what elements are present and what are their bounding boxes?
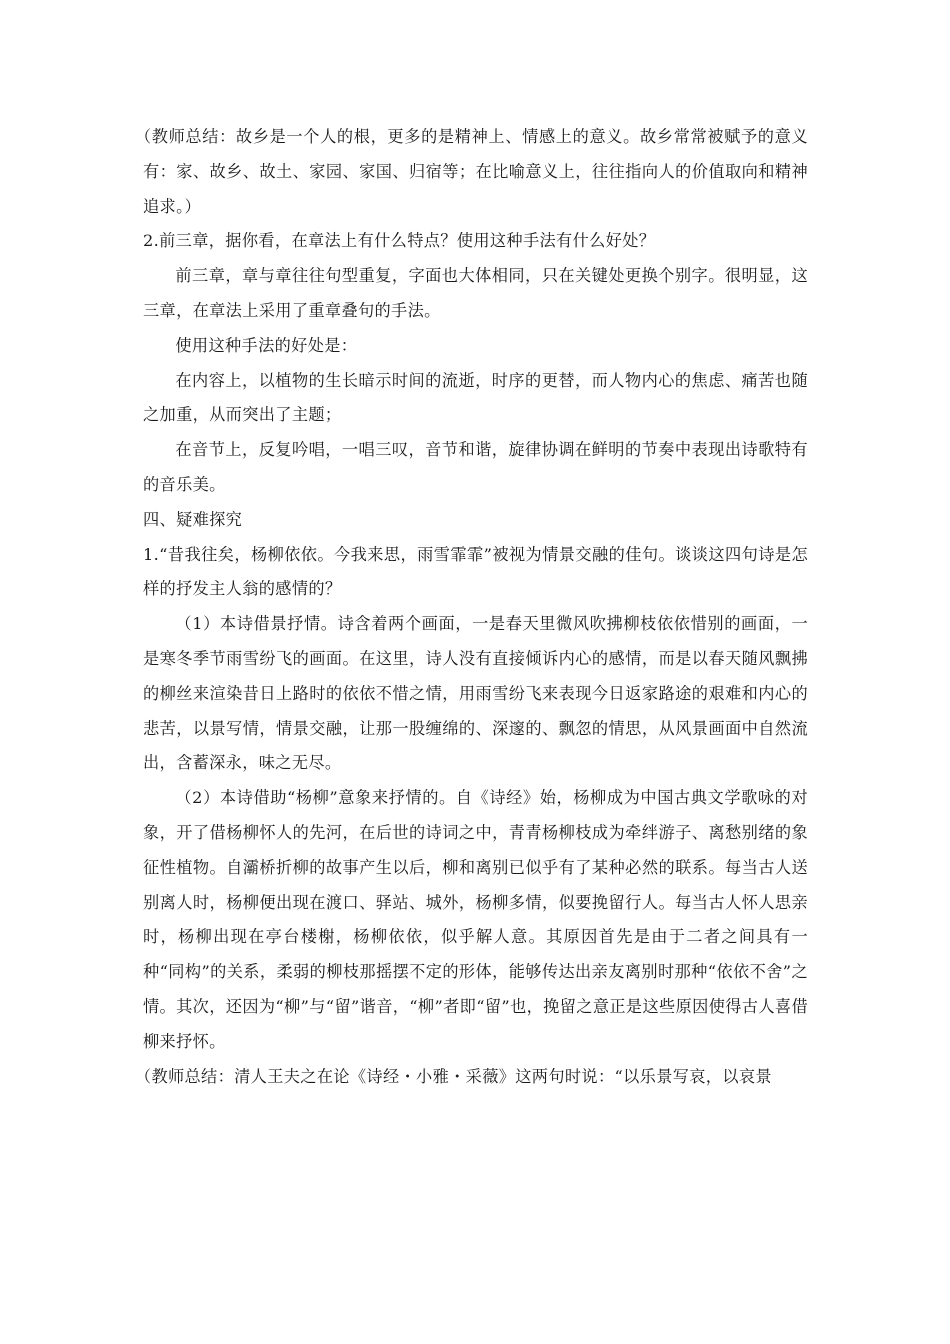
answer-2-benefit-intro: 使用这种手法的好处是： <box>175 335 358 355</box>
answer-4-1-part-2: （2）本诗借助“杨柳”意象来抒情的。自《诗经》始，杨柳成为中国古典文学歌咏的对象，开了借杨柳怀人的先河，在后世的诗词之中，青青杨柳枝成为牵绊游子、离愁别绪的象征性植物。自灞桥折柳的故事产生以后，柳和离别已似乎有了某种必然的联系。每当古人送别离人时，杨柳便出现在渡口、驿站、城外，杨柳多情，似要挽留行人。每当古人怀人思亲时，杨柳出现在亭台楼榭，杨柳依依，似乎解人意。其原因首先是由于二者之间具有一种“同构”的关系，柔弱的柳枝那摇摆不定的形体，能够传达出亲友离别时那种“依依不舍”之情。其次，还因为“柳”与“留”谐音，“柳”者即“留”也，挽留之意正是这些原因使得古人喜借柳来抒怀。 <box>143 788 808 1051</box>
section-heading-4: 四、疑难探究 <box>143 509 243 529</box>
answer-2-content: 在内容上，以植物的生长暗示时间的流逝，时序的更替，而人物内心的焦虑、痛苦也随之加重，从而突出了主题； <box>143 370 808 425</box>
question-2: 2.前三章，据你看，在章法上有什么特点？使用这种手法有什么好处？ <box>143 231 656 251</box>
teacher-summary-home: （教师总结：故乡是一个人的根，更多的是精神上、情感上的意义。故乡常常被赋予的意义有：家、故乡、故土、家园、家国、归宿等；在比喻意义上，往往指向人的价值取向和精神追求。） <box>134 127 808 216</box>
answer-2-rhythm: 在音节上，反复吟唱，一唱三叹，音节和谐，旋律协调在鲜明的节奏中表现出诗歌特有的音乐美。 <box>143 440 808 494</box>
document-body <box>134 120 808 1094</box>
teacher-summary-wangfuzhi: （教师总结：清人王夫之在论《诗经・小雅・采薇》这两句时说：“以乐景写哀，以哀景 <box>134 1066 772 1086</box>
question-4-1: 1.“昔我往矣，杨柳依依。今我来思，雨雪霏霏”被视为情景交融的佳句。谈谈这四句诗是怎样的抒发主人翁的感情的？ <box>143 544 808 599</box>
answer-4-1-part-1: （1）本诗借景抒情。诗含着两个画面，一是春天里微风吹拂柳枝依依惜别的画面，一是寒冬季节雨雪纷飞的画面。在这里，诗人没有直接倾诉内心的感情，而是以春天随风飘拂的柳丝来渲染昔日上路时的依依不惜之情，用雨雪纷飞来表现今日返家路途的艰难和内心的悲苦，以景写情，情景交融，让那一股缠绵的、深邃的、飘忽的情思，从风景画面中自然流出，含蓄深永，味之无尽。 <box>143 614 808 773</box>
answer-2-structure: 前三章，章与章往往句型重复，字面也大体相同，只在关键处更换个别字。很明显，这三章，在章法上采用了重章叠句的手法。 <box>143 266 808 320</box>
